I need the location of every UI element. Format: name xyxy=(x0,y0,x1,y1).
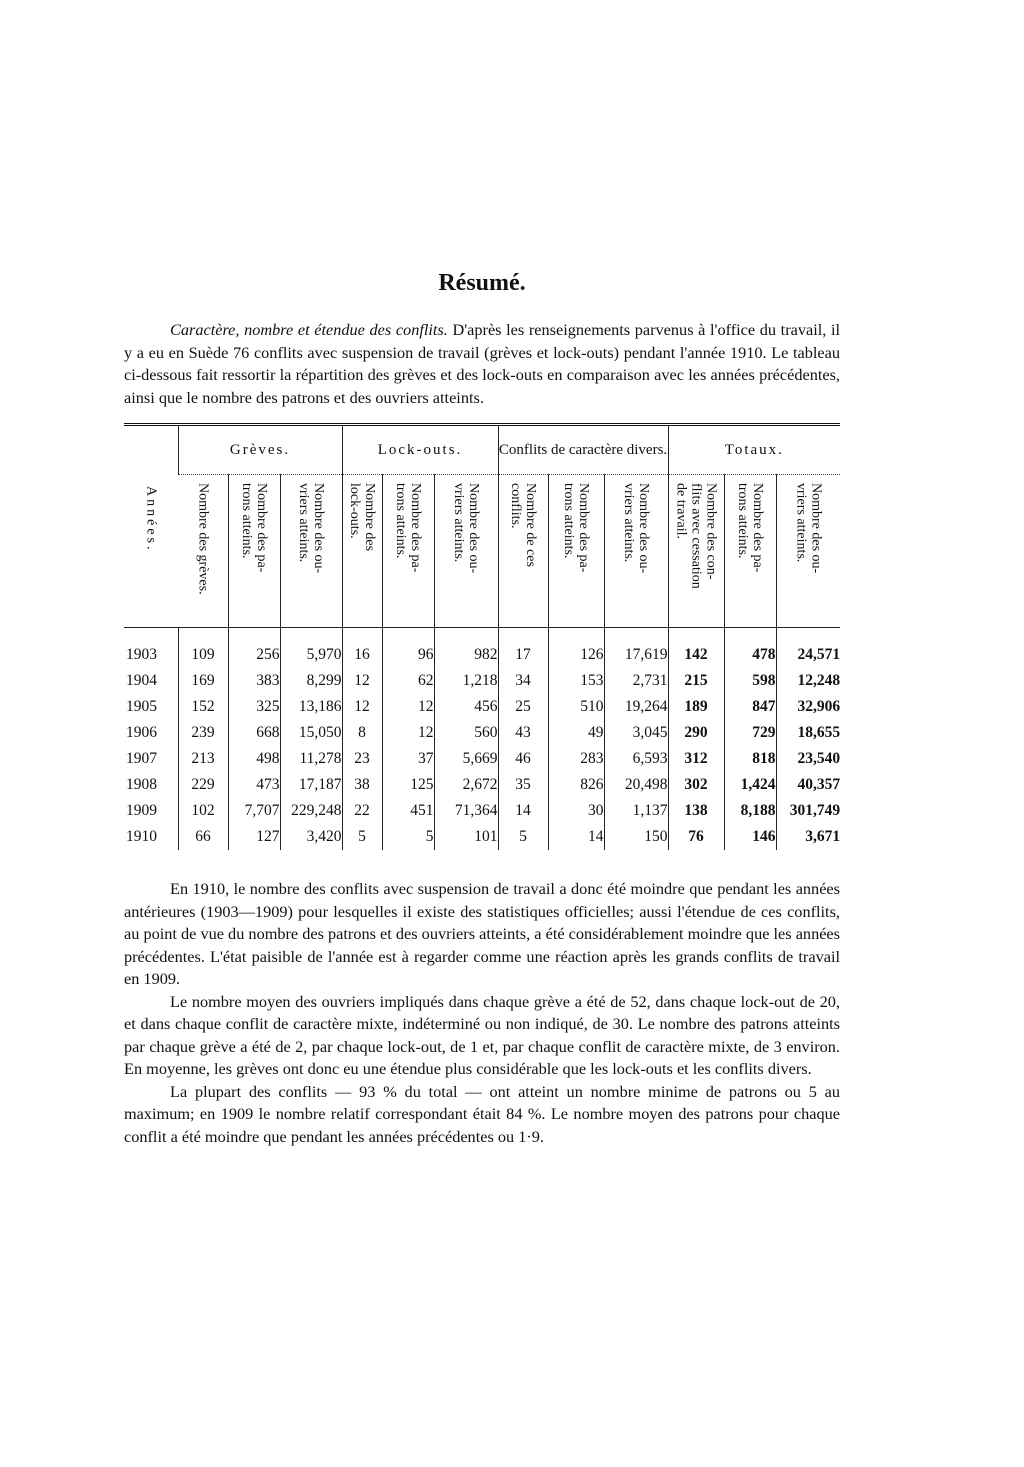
table-cell: 478 xyxy=(724,642,776,668)
table-cell: 239 xyxy=(178,720,228,746)
table-cell: 818 xyxy=(724,746,776,772)
table-cell: 96 xyxy=(382,642,434,668)
table-cell: 256 xyxy=(228,642,280,668)
table-cell: 826 xyxy=(548,772,604,798)
header-d-nombre: Nombre de ces conflits. xyxy=(498,475,548,628)
table-cell: 3,045 xyxy=(604,720,668,746)
table-cell: 40,357 xyxy=(776,772,840,798)
table-cell: 325 xyxy=(228,694,280,720)
header-g-nombre: Nombre des grèves. xyxy=(178,475,228,628)
table-cell: 35 xyxy=(498,772,548,798)
table-cell: 1,424 xyxy=(724,772,776,798)
table-cell: 17 xyxy=(498,642,548,668)
table-cell: 5,970 xyxy=(280,642,342,668)
table-body xyxy=(124,628,840,851)
table-cell: 23 xyxy=(342,746,382,772)
table-cell-year: 1905 xyxy=(126,698,157,715)
table-cell: 498 xyxy=(228,746,280,772)
table-cell: 12,248 xyxy=(776,668,840,694)
header-d-ouvriers: Nombre des ou- vriers atteints. xyxy=(604,475,668,628)
table-cell: 290 xyxy=(668,720,724,746)
table-cell-year: 1904 xyxy=(126,672,157,689)
header-l-patrons: Nombre des pa- trons atteints. xyxy=(382,475,434,628)
table-cell: 14 xyxy=(498,798,548,824)
table-cell: 12 xyxy=(342,668,382,694)
table-cell: 229 xyxy=(178,772,228,798)
table-cell-year: 1909 xyxy=(126,802,157,819)
header-l-ouvriers: Nombre des ou- vriers atteints. xyxy=(434,475,498,628)
table-cell: 138 xyxy=(668,798,724,824)
table-cell: 46 xyxy=(498,746,548,772)
table-cell: 8 xyxy=(342,720,382,746)
group-greves: Grèves. xyxy=(178,425,342,475)
table-cell: 12 xyxy=(382,694,434,720)
table-row xyxy=(124,642,840,668)
intro-text: D'après les renseignements parvenus à l'office du travail, il y a eu en Suède 76 conflits avec suspension de travail (grèves et lock-outs) pendant l'année 1910. Le tableau ci-dessous fait ressortir la répartition des grèves et des lock-outs en comparaison avec les années précédentes, ainsi que le nombre des patrons et des ouvriers atteints. xyxy=(124,320,840,407)
table-cell: 283 xyxy=(548,746,604,772)
table-cell: 302 xyxy=(668,772,724,798)
table-cell: 229,248 xyxy=(280,798,342,824)
table-row xyxy=(124,694,840,720)
table-cell: 729 xyxy=(724,720,776,746)
table-cell: 598 xyxy=(724,668,776,694)
table-cell: 101 xyxy=(434,824,498,850)
header-annees: Années. xyxy=(124,425,178,628)
table-cell: 71,364 xyxy=(434,798,498,824)
table-cell: 3,420 xyxy=(280,824,342,850)
table-row xyxy=(124,720,840,746)
conflicts-table xyxy=(124,423,840,850)
table-cell: 152 xyxy=(178,694,228,720)
table-cell: 102 xyxy=(178,798,228,824)
table-cell: 213 xyxy=(178,746,228,772)
table-cell: 383 xyxy=(228,668,280,694)
table-row xyxy=(124,772,840,798)
header-l-nombre: Nombre des lock-outs. xyxy=(342,475,382,628)
table-cell: 982 xyxy=(434,642,498,668)
table-cell: 1,218 xyxy=(434,668,498,694)
table-cell-year: 1907 xyxy=(126,750,157,767)
table-cell: 17,619 xyxy=(604,642,668,668)
table-cell: 12 xyxy=(382,720,434,746)
table-cell-year: 1908 xyxy=(126,776,157,793)
table-cell: 301,749 xyxy=(776,798,840,824)
table-cell: 25 xyxy=(498,694,548,720)
table-cell: 125 xyxy=(382,772,434,798)
paragraph-3: La plupart des conflits — 93 % du total — ont atteint un nombre minime de patrons ou 5 au maximum; en 1909 le nombre relatif correspondant était 84 %. Le nombre moyen des patrons pour chaque conflit a été moindre que pendant les années précédentes ou 1·9. xyxy=(124,1081,840,1146)
table-cell: 5 xyxy=(498,824,548,850)
table-cell: 146 xyxy=(724,824,776,850)
header-g-patrons: Nombre des pa- trons atteints. xyxy=(228,475,280,628)
table-cell: 37 xyxy=(382,746,434,772)
table-cell: 3,671 xyxy=(776,824,840,850)
header-t-ouvriers: Nombre des ou- vriers atteints. xyxy=(776,475,840,628)
body-text xyxy=(124,878,840,1148)
table-spacer xyxy=(124,628,840,643)
table-row xyxy=(124,798,840,824)
table-cell: 312 xyxy=(668,746,724,772)
header-t-patrons: Nombre des pa- trons atteints. xyxy=(724,475,776,628)
table-cell: 30 xyxy=(548,798,604,824)
table-cell: 49 xyxy=(548,720,604,746)
table-row xyxy=(124,746,840,772)
table-cell: 451 xyxy=(382,798,434,824)
intro-lead: Caractère, nombre et étendue des conflits. xyxy=(170,320,448,339)
table-cell: 6,593 xyxy=(604,746,668,772)
table-cell-year: 1903 xyxy=(126,646,157,663)
table-cell-year: 1906 xyxy=(126,724,157,741)
table-cell: 7,707 xyxy=(228,798,280,824)
table-cell: 189 xyxy=(668,694,724,720)
table-cell: 2,731 xyxy=(604,668,668,694)
table-cell: 20,498 xyxy=(604,772,668,798)
table-cell: 150 xyxy=(604,824,668,850)
table-cell: 456 xyxy=(434,694,498,720)
table-cell: 32,906 xyxy=(776,694,840,720)
paragraph-1: En 1910, le nombre des conflits avec suspension de travail a donc été moindre que pendant les années antérieures (1903—1909) pour lesquelles il existe des statistiques officielles; aussi l'étendue de ces conflits, au point de vue du nombre des patrons et des ouvriers atteints, a été considérablement moindre que les années précédentes. L'état paisible de l'année est à regarder comme une réaction après les grands conflits de travail en 1909. xyxy=(124,879,840,988)
table-row xyxy=(124,668,840,694)
paragraph-2: Le nombre moyen des ouvriers impliqués dans chaque grève a été de 52, dans chaque lock-out de 20, et dans chaque conflit de caractère mixte, indéterminé ou non indiqué, de 30. Le nombre des patrons atteints par chaque grève a été de 2, par chaque lock-out, de 1 et, par chaque conflit de caractère mixte, de 3 environ. En moyenne, les grèves ont donc eu une étendue plus considérable que les lock-outs et les conflits divers. xyxy=(124,991,840,1078)
table-cell: 126 xyxy=(548,642,604,668)
table-cell: 560 xyxy=(434,720,498,746)
table-cell: 5 xyxy=(382,824,434,850)
table-cell: 66 xyxy=(178,824,228,850)
table-cell: 43 xyxy=(498,720,548,746)
table-cell: 847 xyxy=(724,694,776,720)
table-cell: 5,669 xyxy=(434,746,498,772)
table-cell: 142 xyxy=(668,642,724,668)
table-cell: 510 xyxy=(548,694,604,720)
table-cell: 16 xyxy=(342,642,382,668)
table-cell: 22 xyxy=(342,798,382,824)
table-cell: 2,672 xyxy=(434,772,498,798)
group-lockouts: Lock-outs. xyxy=(342,425,498,475)
table-cell: 8,299 xyxy=(280,668,342,694)
header-g-ouvriers: Nombre des ou- vriers atteints. xyxy=(280,475,342,628)
table-cell: 127 xyxy=(228,824,280,850)
table-cell: 473 xyxy=(228,772,280,798)
table-cell: 169 xyxy=(178,668,228,694)
table-cell: 23,540 xyxy=(776,746,840,772)
table-cell: 668 xyxy=(228,720,280,746)
table-row xyxy=(124,824,840,850)
table-cell: 8,188 xyxy=(724,798,776,824)
table-cell: 17,187 xyxy=(280,772,342,798)
table-cell: 1,137 xyxy=(604,798,668,824)
table-cell: 5 xyxy=(342,824,382,850)
group-divers: Conflits de caractère divers. xyxy=(498,425,668,475)
table-cell: 34 xyxy=(498,668,548,694)
page-title: Résumé. xyxy=(438,270,526,296)
table-sub-header xyxy=(124,475,840,628)
group-totaux: Totaux. xyxy=(668,425,840,475)
header-d-patrons: Nombre des pa- trons atteints. xyxy=(548,475,604,628)
table-cell: 13,186 xyxy=(280,694,342,720)
table-cell-year: 1910 xyxy=(126,828,157,845)
table-cell: 215 xyxy=(668,668,724,694)
table-cell: 62 xyxy=(382,668,434,694)
header-t-nombre: Nombre des con- flits avec cessation de travail. xyxy=(668,475,724,628)
table-cell: 14 xyxy=(548,824,604,850)
table-cell: 24,571 xyxy=(776,642,840,668)
table-cell: 15,050 xyxy=(280,720,342,746)
page xyxy=(124,270,840,1148)
intro-paragraph xyxy=(124,319,840,409)
table-cell: 12 xyxy=(342,694,382,720)
table-group-header xyxy=(124,425,840,475)
table-cell: 76 xyxy=(668,824,724,850)
table-cell: 19,264 xyxy=(604,694,668,720)
table-cell: 11,278 xyxy=(280,746,342,772)
table-cell: 153 xyxy=(548,668,604,694)
table-cell: 18,655 xyxy=(776,720,840,746)
table-cell: 38 xyxy=(342,772,382,798)
table-cell: 109 xyxy=(178,642,228,668)
